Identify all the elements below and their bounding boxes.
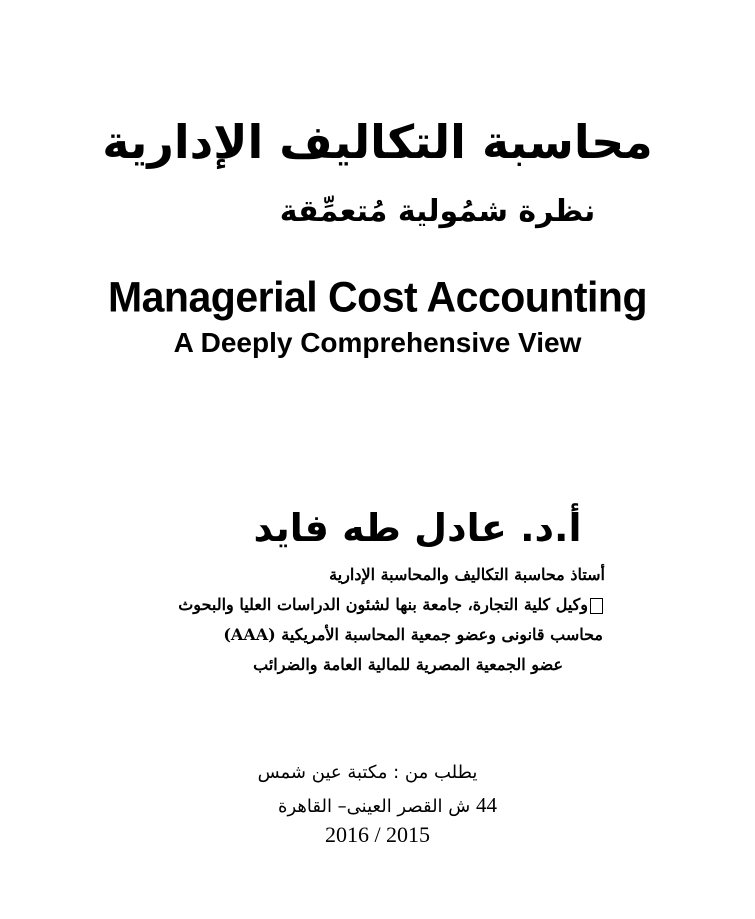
bio-line-2 — [85, 590, 603, 620]
checkbox-glyph-icon — [590, 598, 603, 614]
title-arabic: محاسبة التكاليف الإدارية — [102, 115, 653, 169]
subtitle-arabic: نظرة شمُولية مُتعمِّقة — [279, 194, 596, 229]
bio-line-3: محاسب قانونى وعضو جمعية المحاسبة الأمريكية (AAA) — [223, 625, 603, 644]
bio-line-2-text: وكيل كلية التجارة، جامعة بنها لشئون الدراسات العليا والبحوث — [178, 595, 588, 614]
author-name: أ.د. عادل طه فايد — [253, 506, 582, 550]
publication-year: 2016 / 2015 — [324, 822, 431, 847]
author-bio — [85, 560, 605, 680]
title-english: Managerial Cost Accounting — [107, 272, 648, 322]
bio-line-4: عضو الجمعية المصرية للمالية العامة والضرائب — [253, 655, 563, 674]
address-text: ش القصر العينى– القاهرة — [278, 796, 471, 817]
publisher-address — [10, 793, 755, 818]
address-number: 44 — [475, 793, 497, 817]
bio-line-1: أستاذ محاسبة التكاليف والمحاسبة الإدارية — [329, 565, 605, 584]
publisher-line: يطلب من : مكتبة عين شمس — [257, 762, 478, 783]
subtitle-english: A Deeply Comprehensive View — [173, 327, 582, 358]
